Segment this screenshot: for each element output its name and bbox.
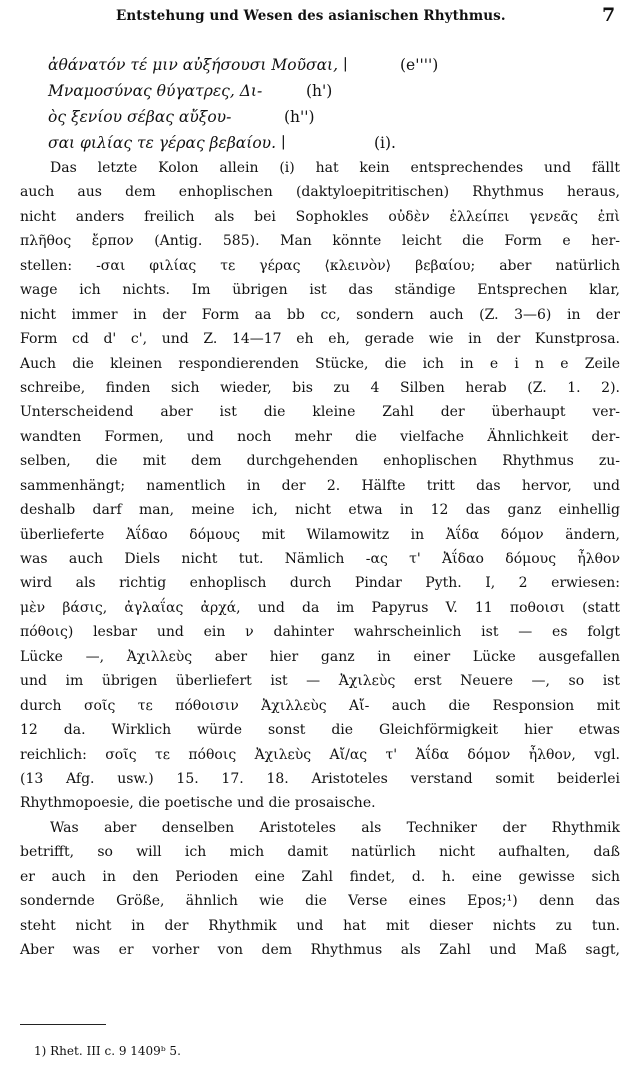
text-line: nicht anders freilich als bei Sophokles οὐδὲν ἐλλείπει γενεᾶς ἐπὶ	[20, 208, 620, 225]
text-line: Auch die kleinen respondierenden Stücke, die ich in e i n e Zeile	[20, 355, 620, 372]
text-line: wird als richtig enhoplisch durch Pindar Pyth. I, 2 erwiesen:	[20, 575, 620, 592]
verse-text: σαι φιλίας τε γέρας βεβαίου. ∣	[48, 134, 286, 152]
text-line: Das letzte Kolon allein (i) hat kein entsprechendes und fällt	[50, 160, 620, 176]
verse-text: ἀθάνατόν τέ μιν αὐξήσουσι Μοῦσαι, ∣	[48, 56, 348, 74]
text-line: und im übrigen überliefert ist — Ἀχιλεὺς erst Neuere —, so ist	[20, 673, 620, 690]
text-line: Was aber denselben Aristoteles als Techniker der Rhythmik	[50, 819, 620, 836]
page-number: 7	[602, 4, 616, 26]
text-line: wandten Formen, und noch mehr die vielfache Ähnlichkeit der-	[20, 428, 620, 445]
footnote: 1) Rhet. III c. 9 1409ᵇ 5.	[34, 1044, 181, 1058]
verse-label: (i).	[374, 134, 396, 152]
text-line: πόθοις) lesbar und ein ν dahinter wahrscheinlich ist — es folgt	[20, 624, 620, 641]
text-line: wage ich nichts. Im übrigen ist das ständige Entsprechen klar,	[20, 282, 620, 299]
verse-block	[48, 52, 608, 156]
footnote-divider	[20, 1024, 106, 1025]
text-line: Unterscheidend aber ist die kleine Zahl der überhaupt ver-	[20, 404, 620, 421]
text-line: deshalb darf man, meine ich, nicht etwa in 12 das ganz einhellig	[20, 502, 620, 519]
verse-label: (e'''')	[400, 56, 439, 74]
text-line: reichlich: σοῖς τε πόθοις Ἀχιλεὺς Αἴ/ας τ' Ἀΐδα δόμον ἦλθον, vgl.	[20, 746, 620, 763]
verse-line	[48, 52, 608, 78]
text-line: steht nicht in der Rhythmik und hat mit dieser nichts zu tun.	[20, 917, 620, 934]
text-line: nicht immer in der Form aa bb cc, sondern auch (Z. 3—6) in der	[20, 306, 620, 323]
text-line: auch aus dem enhoplischen (daktyloepitritischen) Rhythmus heraus,	[20, 184, 620, 201]
text-line: μὲν βάσις, ἀγλαΐας ἀρχά, und da im Papyrus V. 11 ποθοισι (statt	[20, 599, 620, 616]
body-text	[20, 156, 620, 962]
verse-line	[48, 78, 608, 104]
text-line: πλῆθος ἔρπον (Antig. 585). Man könnte leicht die Form e her-	[20, 233, 620, 250]
text-line: (13 Afg. usw.) 15. 17. 18. Aristoteles verstand somit beiderlei	[20, 770, 620, 787]
text-line: selben, die mit dem durchgehenden enhoplischen Rhythmus zu-	[20, 453, 620, 470]
text-line: Lücke —, Ἀχιλλεὺς aber hier ganz in einer Lücke ausgefallen	[20, 648, 620, 665]
text-line: durch σοῖς τε πόθοισιν Ἀχιλλεὺς Αἴ- auch die Responsion mit	[20, 697, 620, 714]
text-line: überlieferte Ἀΐδαο δόμους mit Wilamowitz in Ἀΐδα δόμον ändern,	[20, 526, 620, 543]
text-line: Rhythmopoesie, die poetische und die prosaische.	[20, 795, 376, 812]
text-line: 12 da. Wirklich würde sonst die Gleichförmigkeit hier etwas	[20, 722, 620, 739]
text-line: Aber was er vorher von dem Rhythmus als Zahl und Maß sagt,	[20, 942, 620, 958]
text-line: sondernde Größe, ähnlich wie die Verse eines Epos;¹) denn das	[20, 893, 620, 910]
text-line: schreibe, finden sich wieder, bis zu 4 Silben herab (Z. 1. 2).	[20, 379, 620, 396]
verse-text: Μναμοσύνας θύγατρες, Δι-	[48, 82, 263, 100]
verse-line	[48, 104, 608, 130]
text-line: betrifft, so will ich mich damit natürlich nicht aufhalten, daß	[20, 844, 620, 861]
text-line: stellen: -σαι φιλίας τε γέρας ⟨κλεινὸν⟩ βεβαίου; aber natürlich	[20, 257, 620, 274]
text-line: was auch Diels nicht tut. Nämlich -ας τ' Ἀΐδαο δόμους ἦλθον	[20, 551, 620, 567]
text-line: er auch in den Perioden eine Zahl findet, d. h. eine gewisse sich	[20, 868, 620, 885]
text-line: Form cd d' c', und Z. 14—17 eh eh, gerade wie in der Kunstprosa.	[20, 331, 620, 348]
verse-label: (h')	[306, 82, 333, 100]
verse-label: (h'')	[284, 108, 315, 126]
running-head: Entstehung und Wesen des asianischen Rhythmus.	[116, 8, 506, 24]
verse-text: ὸς ξενίου σέβας αὔξου-	[48, 108, 232, 126]
verse-line	[48, 130, 608, 156]
text-line: sammenhängt; namentlich in der 2. Hälfte tritt das hervor, und	[20, 477, 620, 494]
